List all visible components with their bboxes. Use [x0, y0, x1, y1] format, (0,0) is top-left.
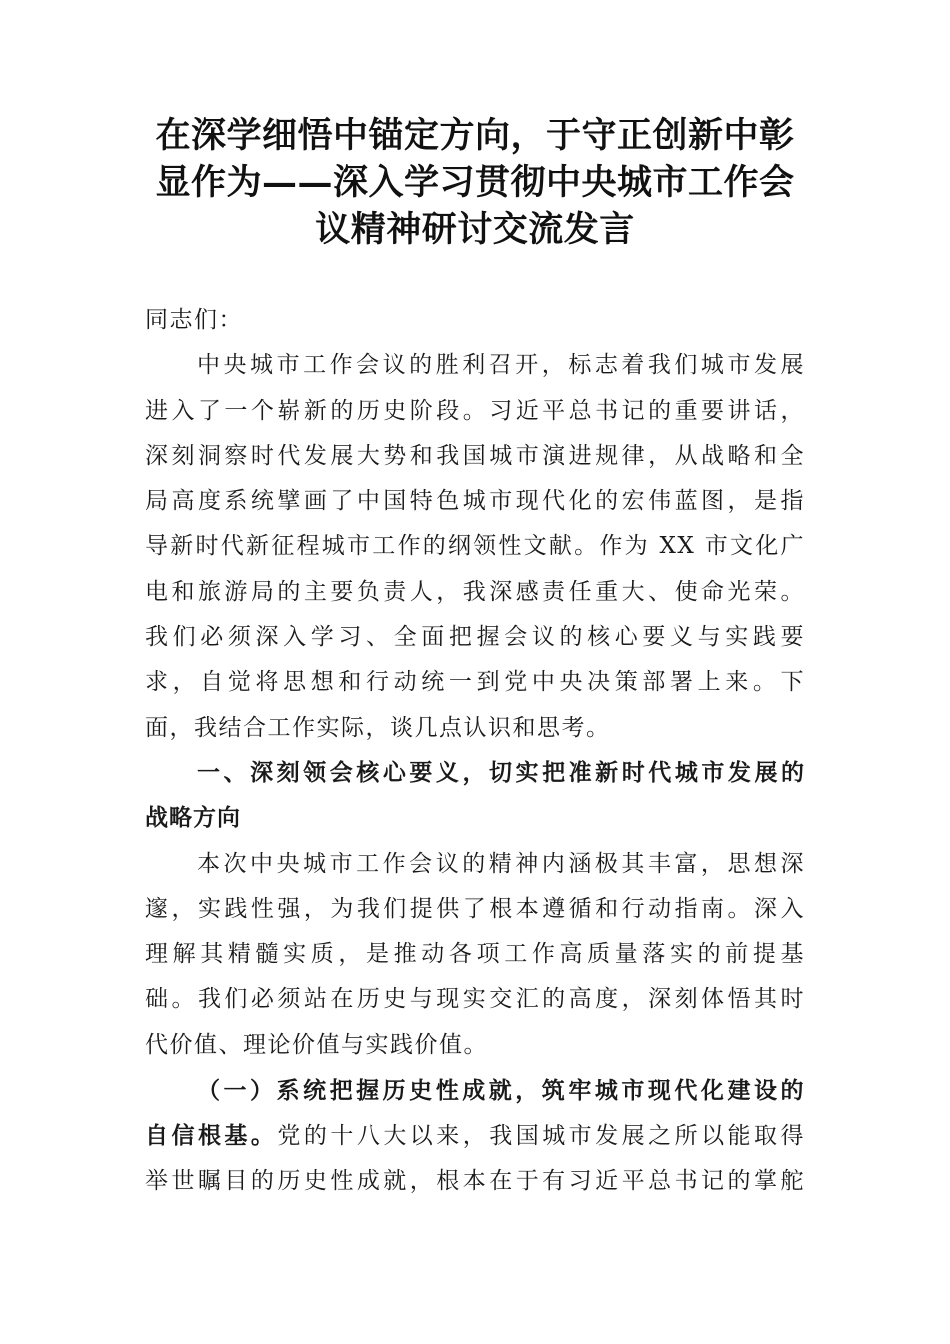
paragraph-line: 本次中央城市工作会议的精神内涵极其丰富，思想深 — [197, 850, 805, 877]
subsection-lead: （一）系统把握历史性成就，筑牢城市现代化建设的 — [197, 1077, 805, 1105]
subsection-lead-end: 自信根基。 — [145, 1122, 278, 1150]
paragraph-line: 础。我们必须站在历史与现实交汇的高度，深刻体悟其时 — [145, 986, 805, 1013]
paragraph-line: 代价值、理论价值与实践价值。 — [145, 1031, 488, 1058]
paragraph-line: 我们必须深入学习、全面把握会议的核心要义与实践要 — [145, 624, 805, 651]
title-line: 议精神研讨交流发言 — [315, 209, 635, 250]
title-line: 显作为——深入学习贯彻中央城市工作会 — [155, 162, 795, 203]
paragraph-intro — [145, 343, 805, 751]
heading-line: 一、深刻领会核心要义，切实把准新时代城市发展的 — [197, 759, 805, 786]
paragraph-line: 深刻洞察时代发展大势和我国城市演进规律，从战略和全 — [145, 442, 805, 469]
document-body — [145, 298, 805, 1204]
paragraph-line: 导新时代新征程城市工作的纲领性文献。作为 XX 市文化广 — [145, 533, 805, 560]
paragraph-line: 进入了一个崭新的历史阶段。习近平总书记的重要讲话， — [145, 397, 805, 424]
section-heading-1 — [145, 751, 805, 842]
document-title — [145, 112, 805, 253]
salutation: 同志们： — [145, 307, 243, 333]
heading-line: 战略方向 — [145, 805, 241, 832]
paragraph-line: 举世瞩目的历史性成就，根本在于有习近平总书记的掌舵 — [145, 1167, 805, 1194]
paragraph-line: 中央城市工作会议的胜利召开，标志着我们城市发展 — [197, 352, 805, 379]
paragraph-line: 局高度系统擘画了中国特色城市现代化的宏伟蓝图，是指 — [145, 488, 805, 515]
subsection-text: 党的十八大以来，我国城市发展之所以能取得 — [277, 1123, 806, 1150]
paragraph-line — [145, 1113, 805, 1158]
paragraph-line: 邃，实践性强，为我们提供了根本遵循和行动指南。深入 — [145, 895, 805, 922]
paragraph-section1 — [145, 842, 805, 1068]
paragraph-line: 面，我结合工作实际，谈几点认识和思考。 — [145, 714, 611, 741]
paragraph-line: 电和旅游局的主要负责人，我深感责任重大、使命光荣。 — [145, 578, 805, 605]
title-line: 在深学细悟中锚定方向，于守正创新中彰 — [155, 115, 795, 156]
paragraph-line: 理解其精髓实质，是推动各项工作高质量落实的前提基 — [145, 941, 805, 968]
subsection-1 — [145, 1068, 805, 1204]
paragraph-line: 求，自觉将思想和行动统一到党中央决策部署上来。下 — [145, 669, 805, 696]
